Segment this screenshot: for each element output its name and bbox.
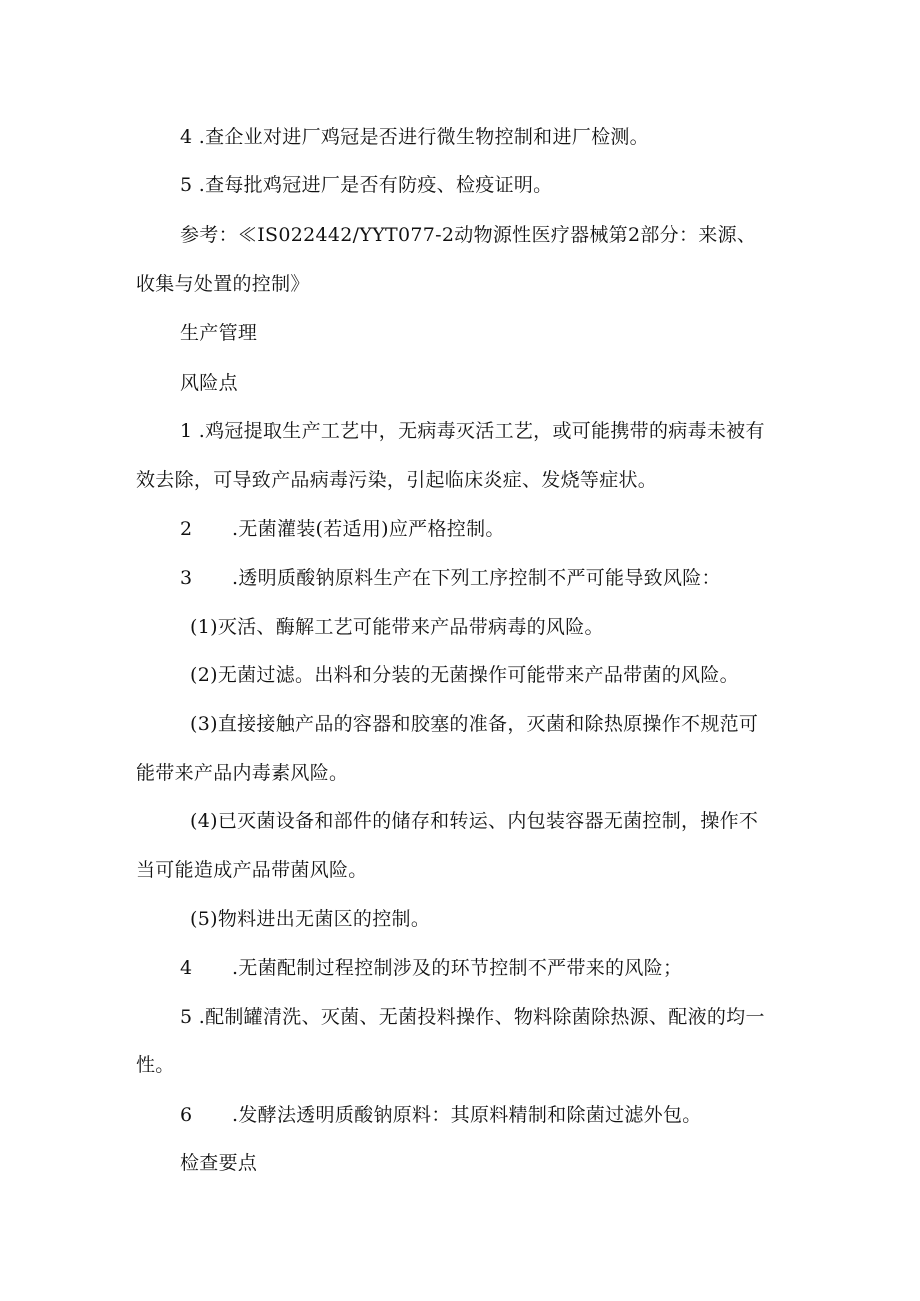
- risk-item-5-line-2: 性。: [136, 1054, 175, 1076]
- risk-item-2-text: .无菌灌装(若适用)应严格控制。: [232, 518, 505, 540]
- risk-item-4-number: 4: [180, 957, 193, 979]
- section-heading-inspection: 检查要点: [180, 1152, 258, 1174]
- sub-item-4-line-2: 当可能造成产品带菌风险。: [136, 859, 368, 881]
- risk-item-1-line-2: 效去除，可导致产品病毒污染，引起临床炎症、发烧等症状。: [136, 469, 658, 491]
- risk-item-6: [180, 1102, 702, 1128]
- risk-item-3-number: 3: [180, 567, 193, 589]
- section-heading-production: 生产管理: [180, 322, 258, 344]
- sub-item-3-line-2: 能带来产品内毒素风险。: [136, 762, 349, 784]
- reference-line-2: 收集与处置的控制》: [136, 273, 310, 295]
- paragraph-item-5: 5 .查每批鸡冠进厂是否有防疫、检疫证明。: [180, 174, 553, 196]
- risk-item-6-number: 6: [180, 1104, 193, 1126]
- risk-item-5-line-1: 5 .配制罐清洗、灭菌、无菌投料操作、物料除菌除热源、配液的均一: [180, 1006, 765, 1028]
- risk-item-3-text: .透明质酸钠原料生产在下列工序控制不严可能导致风险：: [232, 567, 721, 589]
- reference-line-1: 参考：≪IS022442/YYT077-2动物源性医疗器械第2部分：来源、: [180, 224, 757, 246]
- risk-item-3: [180, 565, 721, 591]
- sub-item-2: (2)无菌过滤。出料和分装的无菌操作可能带来产品带菌的风险。: [190, 664, 739, 686]
- section-heading-risk: 风险点: [180, 372, 238, 394]
- risk-item-1-line-1: 1 .鸡冠提取生产工艺中，无病毒灭活工艺，或可能携带的病毒未被有: [180, 420, 765, 442]
- risk-item-2-number: 2: [180, 518, 193, 540]
- risk-item-2: [180, 516, 505, 542]
- sub-item-5: (5)物料进出无菌区的控制。: [190, 908, 431, 930]
- sub-item-3-line-1: (3)直接接触产品的容器和胶塞的准备，灭菌和除热原操作不规范可: [190, 713, 759, 735]
- risk-item-6-text: .发酵法透明质酸钠原料：其原料精制和除菌过滤外包。: [232, 1104, 702, 1126]
- risk-item-4-text: .无菌配制过程控制涉及的环节控制不严带来的风险；: [232, 957, 683, 979]
- sub-item-4-line-1: (4)已灭菌设备和部件的储存和转运、内包装容器无菌控制，操作不: [190, 810, 759, 832]
- sub-item-1: (1)灭活、酶解工艺可能带来产品带病毒的风险。: [190, 616, 604, 638]
- paragraph-item-4: 4 .查企业对进厂鸡冠是否进行微生物控制和进厂检测。: [180, 126, 649, 148]
- risk-item-4: [180, 955, 682, 981]
